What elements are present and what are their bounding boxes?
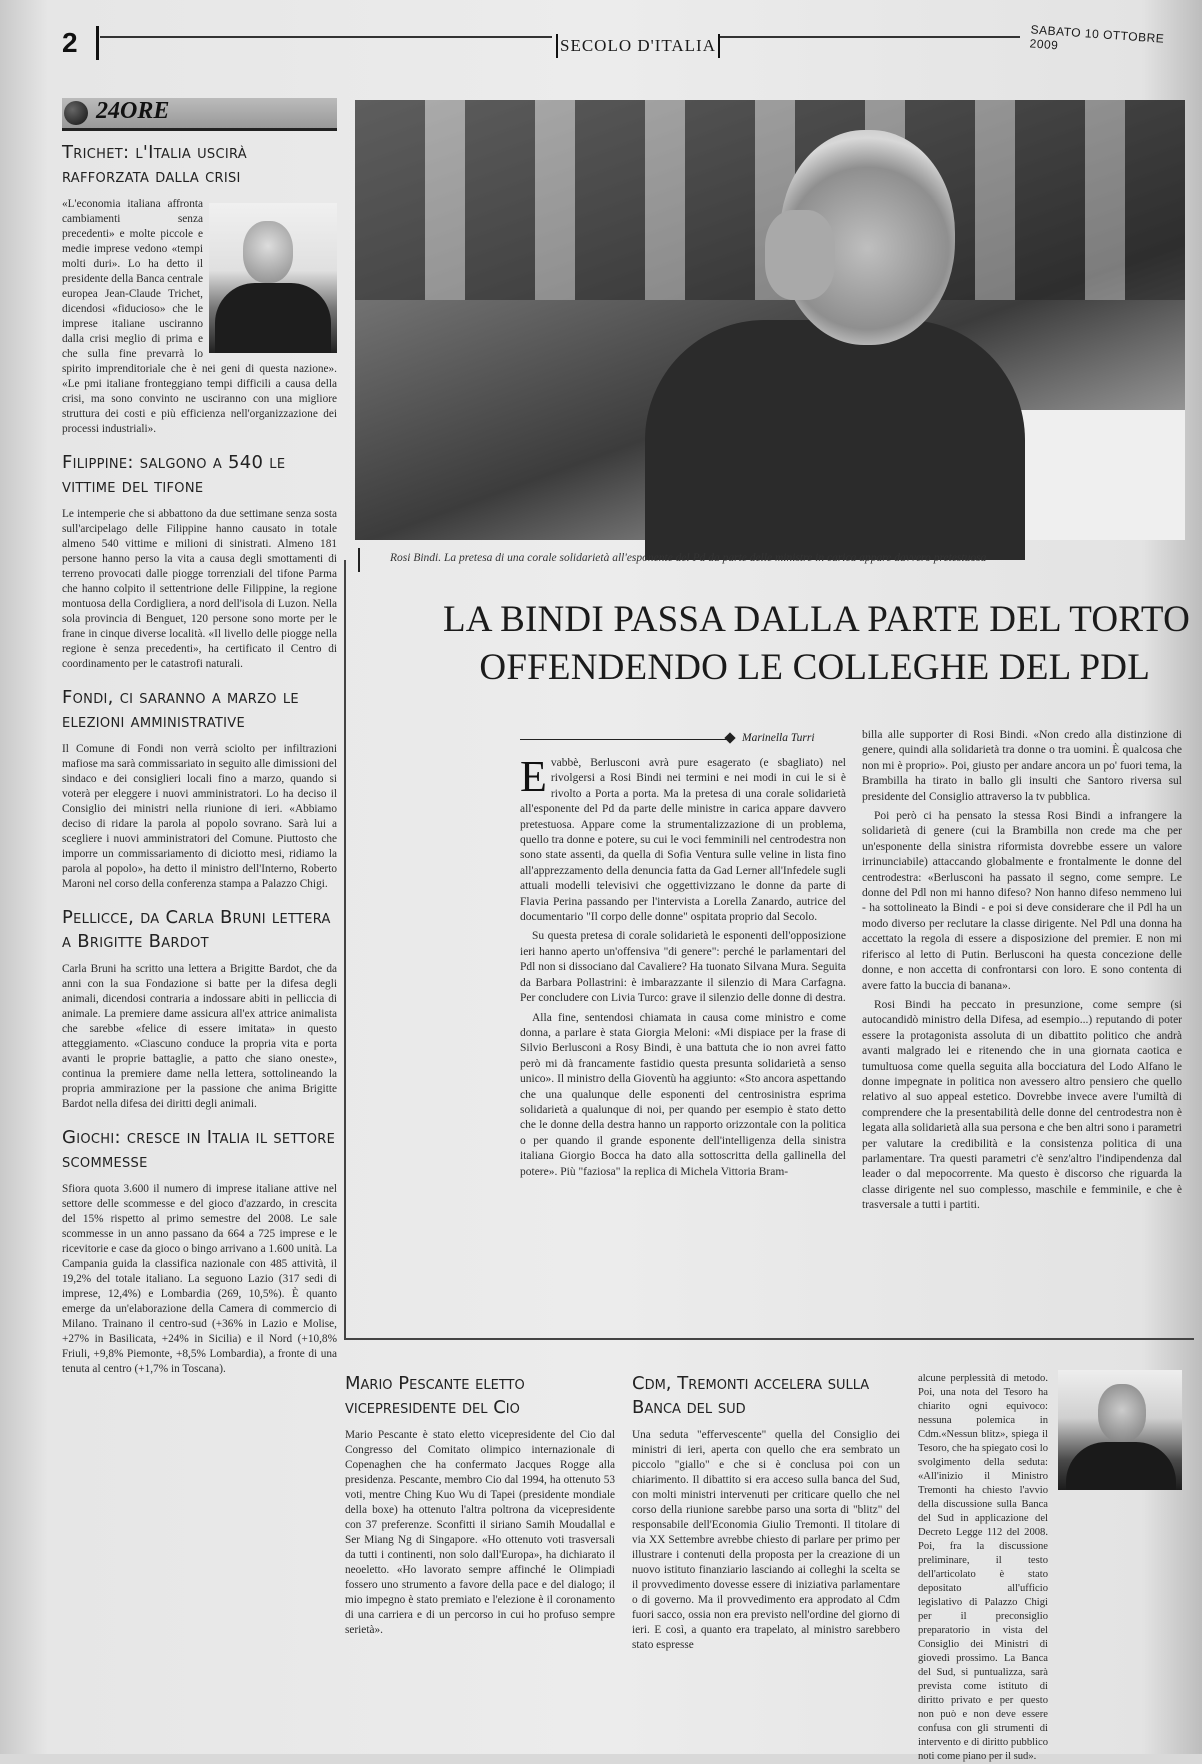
portrait-body: [1066, 1442, 1176, 1490]
portrait-body: [215, 283, 331, 353]
globe-icon: [64, 101, 88, 125]
brief-title: Fondi, ci saranno a marzo le elezioni amministrative: [62, 687, 299, 732]
brief-title: Giochi: cresce in Italia il settore scommesse: [62, 1127, 336, 1172]
brief-pellicce: [62, 906, 337, 1112]
article-body: Mario Pescante è stato eletto vicepresidente del Cio dal Congresso del Comitato olimpico internazionale di Copenaghen che ha confermato Jacques Rogge alla presidenza. Pescante, membro Cio dal 1994, ha ottenuto 53 voti, mentre Ching Kuo Wu di Tapei (presidente mondiale della boxe) ha ottenuto l'altra poltrona da vicepresidente con 37 preferenze. Sconfitti il siriano Samih Moudallal e Ser Miang Ng di Singapore. «Ho ottenuto voti trasversali da tutti i continenti, non solo dall'Europa», ha dichiarato il neoeletto. «Ho lavorato sempre affinché le Olimpiadi fossero uno strumento a favore della pace e del dialogo; il mio impegno è stato premiato e l'elezione è il coronamento di una carriera e di un percorso in cui ho profuso sempre serietà».: [345, 1429, 615, 1636]
header-rule-right: [720, 36, 1020, 38]
header-rule-left: [100, 36, 552, 38]
photo-hand: [765, 210, 835, 300]
diamond-icon: [724, 732, 735, 743]
article-body: alcune perplessità di metodo. Poi, una nota del Tesoro ha chiarito ogni equivoco: nessuna polemica in Cdm.«Nessun blitz», spiega il Tesoro, che ha spiegato così lo svolgimento della seduta: «All'inizio il Ministro Tremonti ha chiesto l'avvio della discussione sulla Banca del Sud in applicazione del Decreto Legge 112 del 2008. Poi, fra la discussione preliminare, il testo dell'articolato è stato depositato all'ufficio legislativo di Palazzo Chigi per il preconsiglio preparatorio in vista del Consiglio dei Ministri di giovedì prossimo. La Banca del Sud, si puntualizza, sarà prevista come istituto di diritto privato e per questo non può e non deve essere confusa con gli strumenti di intervento e di diritto pubblico noti come piano per il sud».: [918, 1373, 1048, 1762]
article-paragraph: Evabbè, Berlusconi avrà pure esagerato (e sbagliato) nel rivolgersi a Rosi Bindi nei termini e nei modi in cui le si è rivolto a Porta a porta. Ma la pretesa di una corale solidarietà all'esponente del Pd da parte delle ministre in carica appare davvero pretestuosa. Appare come la strumentalizzazione di un problema, quello tra donne e potere, su cui le voci femminili nel centrodestra non sono state assenti, da quella di Sofia Ventura sulle veline in lista fino all'apprezzamento della denuncia fatta da Gad Lerner all'Infedele sugli attuali modelli televisivi che oggettivizzano le donne da parte di Flavia Perina passando per l'intervista a Lorella Zanardo, autrice del documentario "Il corpo delle donne" ospitata proprio dal Secolo.: [520, 752, 846, 924]
article-paragraph: Su questa pretesa di corale solidarietà le esponenti dell'opposizione ieri hanno aperto un'offensiva "di genere": perché le parlamentari del Pdl non si dissociano dal Cavaliere? Ha tuonato Silvana Mura. Seguita da Barbara Pollastrini: è imbarazzante il silenzio di Mara Carfagna. Per concludere con Livia Turco: grave il silenzio delle donne di destra.: [520, 930, 846, 1005]
headline-line-1: LA BINDI PASSA DALLA PARTE DEL TORTO: [442, 599, 1190, 640]
article-title: Mario Pescante eletto vicepresidente del Cio: [345, 1373, 525, 1418]
news-briefs-column: [62, 98, 337, 1391]
page-number: 2: [62, 26, 99, 60]
24ore-logo: [62, 98, 337, 131]
bindi-photo: [355, 100, 1185, 540]
dropcap: E: [520, 752, 547, 801]
brief-body: Le intemperie che si abbattono da due settimane senza sosta sull'arcipelago delle Filippine hanno causato in totale almeno 540 vittime e milioni di sinistrati. Almeno 181 persone hanno perso la vita a causa degli smottamenti di terreno provocati dalle piogge torrenziali del tifone Parma che hanno colpito il settentrione delle Filippine, la regione montuosa della Cordigliera, a nord dell'isola di Luzon. Nella sola provincia di Benguet, 120 persone sono morte per le frane in cinque diverse località. «Il livello delle piogge nella regione è senza precedenti», ha certificato il Centro di coordinamento per le catastrofi naturali.: [62, 508, 337, 670]
article-paragraph: Poi però ci ha pensato la stessa Rosi Bindi a infrangere la solidarietà di genere (cui la Brambilla non crede ma che per un'esponente della sinistra riformista dovrebbe essere un valore irrinunciabile) attaccando globalmente e frontalmente le donne del centrodestra: «Berlusconi ha passato il segno, come sempre. Le donne del Pdl non mi hanno difeso? Non hanno difeso nemmeno lui - ha sottolineato la Bindi - e poi si deve considerare che il Pdl ha un modo diverso per reclutare la classe dirigente. Nel Pdl una donna ha accettato la regola di essere a disposizione del premier. E non mi riferisco al letto di Putin. Berlusconi ha questa concezione delle donne, e non accetta di confrontarsi con loro. E sono contenta di avere fatto la buccia di banana».: [862, 810, 1182, 992]
main-headline: [355, 596, 1190, 692]
byline-rule: [520, 739, 730, 740]
brief-body: Il Comune di Fondi non verrà sciolto per infiltrazioni mafiose ma sarà commissariato in seguito alle dimissioni del sindaco e dei consiglieri locali fino a marzo, quando si voterà per eleggere i nuovi amministratori. Lo ha deciso il Consiglio dei ministri nella riunione di ieri. «Abbiamo deciso di ridare la parola al popolo sovrano. Sarà lui a scegliere i nuovi amministratori del Comune. Piuttosto che imporre un commissariamento di diciotto mesi, ridiamo la parola al popolo», ha detto il ministro dell'Interno, Roberto Maroni nel corso della conferenza stampa a Palazzo Chigi.: [62, 743, 337, 890]
brief-giochi: [62, 1126, 337, 1377]
paper-name: SECOLO D'ITALIA: [556, 34, 720, 58]
brief-body: «L'economia italiana affronta cambiamenti senza precedenti» e molte piccole e medie imprese vedono «tempi molti duri». Lo ha detto il presidente della Banca centrale europea Jean-Claude Trichet, dicendosi «fiducioso» che le imprese italiane usciranno dalla crisi meglio di prima e che sulla fine prevarrà lo spirito imprenditoriale che è nei geni di questa nazione». «Le pmi italiane fronteggiano tempi difficili a causa della crisi, ma sono convinto ne usciranno con una migliore struttura dei costi e più efficienza nell'organizzazione dei processi industriali».: [62, 198, 337, 435]
brief-filippine: [62, 451, 337, 672]
brief-body: Carla Bruni ha scritto una lettera a Brigitte Bardot, che da anni con la sua Fondazione si batte per la difesa degli animali, dicendosi contraria a indossare abiti in pelliccia di animale. La premiere dame assicura all'ex attrice animalista che sarebbe «felice di essere imitata» in questo atteggiamento. «Ciascuno conduce la propria vita e porta avanti le proprie battaglie, a patto che siano oneste», continua la premiere dame nella lettera, sottolineando la propria ammirazione per la passione che anima Brigitte Bardot nella difesa dei diritti degli animali.: [62, 963, 337, 1110]
masthead: [0, 0, 1202, 70]
article-title: Cdm, Tremonti accelera sulla Banca del sud: [632, 1373, 870, 1418]
trichet-photo: [209, 203, 337, 353]
photo-caption-text: Rosi Bindi. La pretesa di una corale solidarietà all'esponente del Pd da parte delle ministre in carica appare davvero pretestuosa: [390, 552, 987, 564]
brief-trichet: [62, 141, 337, 437]
article-paragraph: Alla fine, sentendosi chiamata in causa come ministro e come donna, a parlare è stata Giorgia Meloni: «Mi dispiace per la frase di Silvio Berlusconi a Rosy Bindi, è una battuta che io non avrei fatto però mi dà francamente fastidio questa presunta solidarietà a senso unico». Il ministro della Gioventù ha aggiunto: «Sto ancora aspettando che una qualunque delle esponenti del centrosinistra esprima solidarietà a qualunque di noi, per quando per esempio è stato detto che le donne della destra hanno un rapporto orizzontale con la politica o per quando il grande esponente dell'intelligenza della sinistra italiana Giorgio Bocca ha dato alla sottoscritta della gallinella del potere». Più "faziosa" la replica di Michela Vittoria Bram-: [520, 1011, 846, 1178]
article-tremonti-col-2a: [918, 1372, 1048, 1764]
brief-title: Trichet: l'Italia uscirà rafforzata dalla crisi: [62, 142, 247, 187]
byline-author: Marinella Turri: [742, 732, 815, 744]
tremonti-photo: [1058, 1370, 1182, 1490]
brief-body: Sfiora quota 3.600 il numero di imprese italiane attive nel settore delle scommesse e del gioco d'azzardo, in crescita del 15% rispetto al primo semestre del 2008. Le sale scommesse in un anno passano da 664 a 725 imprese e le ricevitorie e case da gioco o bingo arrivano a 1.600 unità. La Campania guida la classifica nazionale con 485 attività, il 19,2% del totale italiano. La seguono Lazio (317 sedi di imprese, 12,4%) e Lombardia (269, 10,5%). È quanto emerge da un'elaborazione della Camera di commercio di Milano. Trainano il centro-sud (+36% in Lazio e Molise, +27% in Basilicata, +24% in Sicilia) e il Nord (+10,8% Friuli, +9,8% Piemonte, +8,5% Lombardia), a fronte di una tenuta al centro (+1,7% in Toscana).: [62, 1183, 337, 1375]
24ore-logo-text: 24ORE: [96, 98, 170, 124]
article-paragraph: billa alle supporter di Rosi Bindi. «Non credo alla distinzione di genere, quindi alla solidarietà tra donne o tra uomini. È qualcosa che non mi è proprio». Poi, giusto per andare ancora un po' fuori tema, la Brambilla ha tirato in ballo gli insulti che Santoro riversa sul presidente del Consiglio attraverso la tv pubblica.: [862, 729, 1182, 803]
article-body: Una seduta "effervescente" quella del Consiglio dei ministri di ieri, aperta con quello che era sembrato un piccolo "giallo" e che si è conclusa poi con un chiarimento. Il dibattito si era acceso sulla banca del Sud, con molti ministri intervenuti per criticare quello che nel corso della riunione sarebbe parso una sorta di "blitz" del responsabile dell'Economia Giulio Tremonti. Il titolare di via XX Settembre avrebbe chiesto di parlare per primo per illustrare i contenuti della proposta per la creazione di un nuovo istituto finanziario lasciando ai colleghi la scelta se il provvedimento dovesse essere di iniziativa parlamentare o di governo. Ma il provvedimento era approdato al Cdm fuori sacco, ossia non era previsto nell'ordine del giorno di ieri. E così, a quanto era trapelato, al ministro sarebbero stato espresse: [632, 1429, 900, 1651]
article-tremonti: [632, 1372, 900, 1653]
issue-date: SABATO 10 OTTOBRE 2009: [1029, 22, 1165, 53]
photo-torso: [645, 320, 1025, 560]
headline-line-2: OFFENDENDO LE COLLEGHE DEL PDL: [479, 647, 1150, 688]
brief-title: Filippine: salgono a 540 le vittime del tifone: [62, 452, 286, 497]
byline: [520, 732, 846, 748]
portrait-face: [243, 221, 293, 283]
article-paragraph: Rosi Bindi ha peccato in presunzione, come sempre (si autocandidò ministro della Difesa, ad esempio...) reputando di poter essere la protagonista assoluta di un dibattito politico che andrà avanti malgrado lei e ritenendo che in una giornata caotica e tumultuosa come quella seguita alla bocciatura del Lodo Alfano le donne impegnate in politica non avessero altro pensiero che quello relativo al suo appeal estetico. Dovrebbe invece avere l'umiltà di comprendere che la presentabilità delle donne del centrodestra non è legata alla solidarietà alla sua persona e che ben altri sono i parametri per valutare la credibilità e la consistenza politica di una parlamentare. Tra questi parametri c'è senz'altro l'indipendenza dal leader o dal mepocorrente. Ma questo è discorso che riguarda la classe dirigente nel suo complesso, maschile e femminile, e che è trasversale a tutti i partiti.: [862, 998, 1182, 1212]
portrait-face: [1098, 1384, 1146, 1442]
brief-fondi: [62, 686, 337, 892]
main-article-col-1: [520, 752, 846, 1184]
main-article-col-2: [862, 728, 1182, 1218]
brief-title: Pellicce, da Carla Bruni lettera a Brigitte Bardot: [62, 907, 331, 952]
article-pescante: [345, 1372, 615, 1638]
